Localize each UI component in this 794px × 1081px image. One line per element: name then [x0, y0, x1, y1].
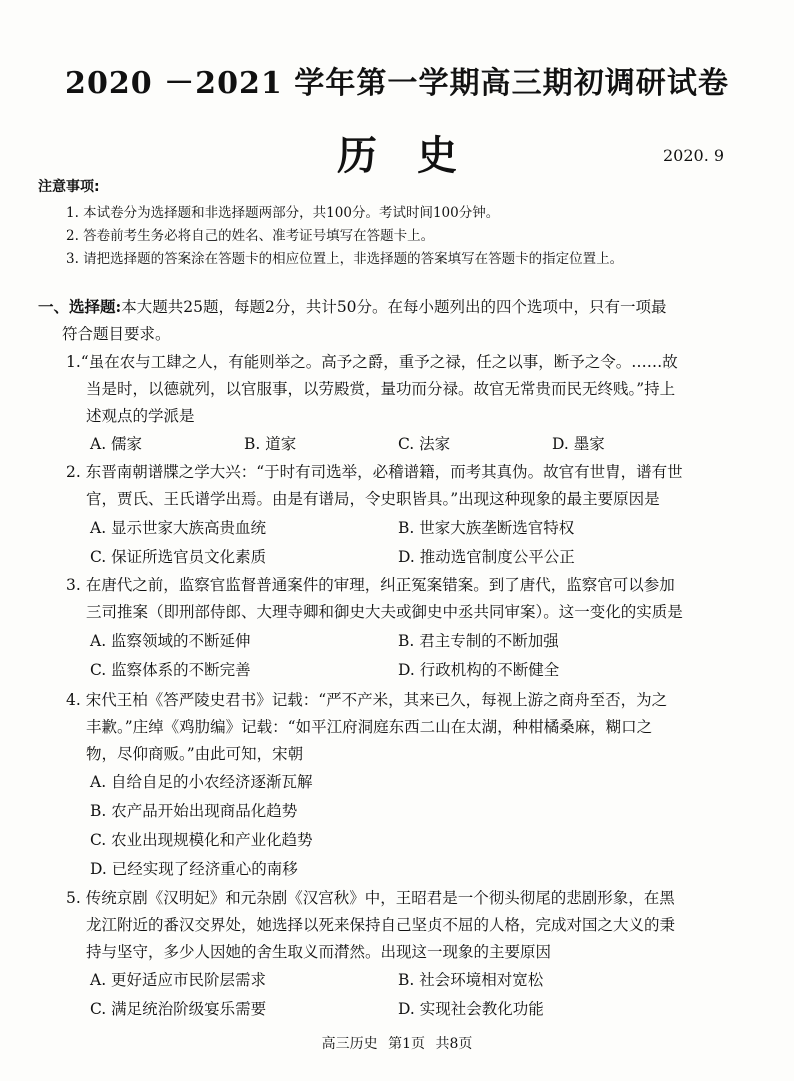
- notes-heading: 注意事项:: [38, 179, 100, 195]
- question-4-line: 4. 宋代王柏《答严陵史君书》记载：“严不产米，其来已久，每视上游之商舟至否，为之: [66, 691, 668, 709]
- question-1-option-d[interactable]: D. 墨家: [552, 435, 605, 453]
- question-5-line: 持与坚守，多少人因她的舍生取义而潸然。出现这一现象的主要原因: [86, 943, 552, 961]
- question-2-option-c[interactable]: C. 保证所选官员文化素质: [90, 548, 267, 566]
- question-4-option-c[interactable]: C. 农业出现规模化和产业化趋势: [90, 831, 313, 849]
- question-1-option-b[interactable]: B. 道家: [244, 435, 297, 453]
- question-5-option-c[interactable]: C. 满足统治阶级宴乐需要: [90, 1000, 267, 1018]
- question-3-option-d[interactable]: D. 行政机构的不断健全: [398, 661, 560, 679]
- question-5-line: 龙江附近的番汉交界处，她选择以死来保持自己坚贞不屈的人格，完成对国之大义的秉: [86, 916, 676, 934]
- question-5-option-d[interactable]: D. 实现社会教化功能: [398, 1000, 544, 1018]
- question-5-line: 5. 传统京剧《汉明妃》和元杂剧《汉宫秋》中，王昭君是一个彻头彻尾的悲剧形象，在黑: [66, 889, 675, 907]
- question-1-option-a[interactable]: A. 儒家: [90, 435, 143, 453]
- question-2-option-a[interactable]: A. 显示世家大族高贵血统: [90, 519, 267, 537]
- section-instructions-cont: 符合题目要求。: [62, 325, 171, 343]
- question-1-line: 述观点的学派是: [86, 407, 195, 425]
- question-4-line: 丰歉。”庄绰《鸡肋编》记载：“如平江府洞庭东西二山在太湖，种柑橘桑麻，糊口之: [86, 718, 653, 736]
- section-instructions: 本大题共25题，每题2分，共计50分。在每小题列出的四个选项中，只有一项最: [121, 298, 667, 316]
- question-4-line: 物，尽仰商贩。”由此可知，宋朝: [86, 745, 304, 763]
- question-1-option-c[interactable]: C. 法家: [398, 435, 451, 453]
- note-item: 3. 请把选择题的答案涂在答题卡的相应位置上，非选择题的答案填写在答题卡的指定位置上。: [66, 251, 624, 267]
- exam-title: 2020 －2021 学年第一学期高三期初调研试卷: [65, 66, 729, 101]
- question-3-option-a[interactable]: A. 监察领域的不断延伸: [90, 632, 251, 650]
- section-header: [38, 295, 667, 317]
- question-4-option-d[interactable]: D. 已经实现了经济重心的南移: [90, 860, 298, 878]
- question-2-line: 2. 东晋南朝谱牒之学大兴：“于时有司选举，必稽谱籍，而考其真伪。故官有世胄，谱有世: [66, 463, 683, 481]
- question-3-option-c[interactable]: C. 监察体系的不断完善: [90, 661, 251, 679]
- question-5-option-b[interactable]: B. 社会环境相对宽松: [398, 971, 544, 989]
- question-1-line: 当是时，以德就列，以官服事，以劳殿赏，量功而分禄。故官无常贵而民无终贱。”持上: [86, 380, 676, 398]
- question-3-option-b[interactable]: B. 君主专制的不断加强: [398, 632, 559, 650]
- question-2-option-d[interactable]: D. 推动选官制度公平公正: [398, 548, 575, 566]
- question-3-line: 三司推案（即刑部侍郎、大理寺卿和御史大夫或御史中丞共同审案）。这一变化的实质是: [86, 603, 683, 621]
- question-1-line: 1.“虽在农与工肆之人，有能则举之。高予之爵，重予之禄，任之以事，断予之令。……故: [66, 353, 678, 371]
- question-4-option-a[interactable]: A. 自给自足的小农经济逐渐瓦解: [90, 773, 313, 791]
- question-2-option-b[interactable]: B. 世家大族垄断选官特权: [398, 519, 575, 537]
- question-3-line: 3. 在唐代之前，监察官监督普通案件的审理，纠正冤案错案。到了唐代，监察官可以参加: [66, 576, 675, 594]
- subject-title: 历史: [337, 132, 497, 179]
- section-label: 一、选择题:: [38, 297, 122, 316]
- page-footer: 高三历史 第1页 共8页: [321, 1036, 473, 1052]
- note-item: 2. 答卷前考生务必将自己的姓名、准考证号填写在答题卡上。: [66, 228, 435, 244]
- question-2-line: 官，贾氏、王氏谱学出焉。由是有谱局，令史职皆具。”出现这种现象的最主要原因是: [86, 490, 660, 508]
- question-5-option-a[interactable]: A. 更好适应市民阶层需求: [90, 971, 267, 989]
- question-4-option-b[interactable]: B. 农产品开始出现商品化趋势: [90, 802, 298, 820]
- note-item: 1. 本试卷分为选择题和非选择题两部分，共100分。考试时间100分钟。: [66, 205, 500, 221]
- exam-date: 2020. 9: [663, 146, 725, 165]
